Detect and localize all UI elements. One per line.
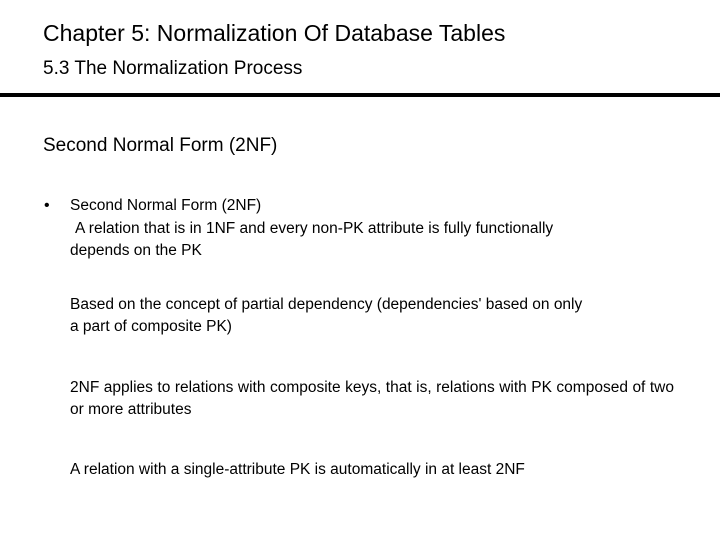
partial-line-2: a part of composite PK) <box>70 318 232 335</box>
definition-paragraph <box>70 218 680 262</box>
page-subtitle: 5.3 The Normalization Process <box>43 58 303 79</box>
single-attribute-paragraph: A relation with a single-attribute PK is automatically in at least 2NF <box>70 461 525 478</box>
composite-keys-paragraph: 2NF applies to relations with composite keys, that is, relations with PK composed of two or more attributes <box>70 379 674 418</box>
definition-line-2: depends on the PK <box>70 242 202 259</box>
title-divider <box>0 93 720 97</box>
partial-dependency-paragraph <box>70 294 680 338</box>
bullet-heading: Second Normal Form (2NF) <box>70 197 262 214</box>
bullet-marker: • <box>44 197 50 214</box>
definition-line-1: A relation that is in 1NF and every non-PK attribute is fully functionally <box>75 220 554 237</box>
section-heading: Second Normal Form (2NF) <box>43 135 278 156</box>
page-title: Chapter 5: Normalization Of Database Tables <box>43 20 506 46</box>
partial-line-1: Based on the concept of partial dependency (dependencies' based on only <box>70 296 583 313</box>
